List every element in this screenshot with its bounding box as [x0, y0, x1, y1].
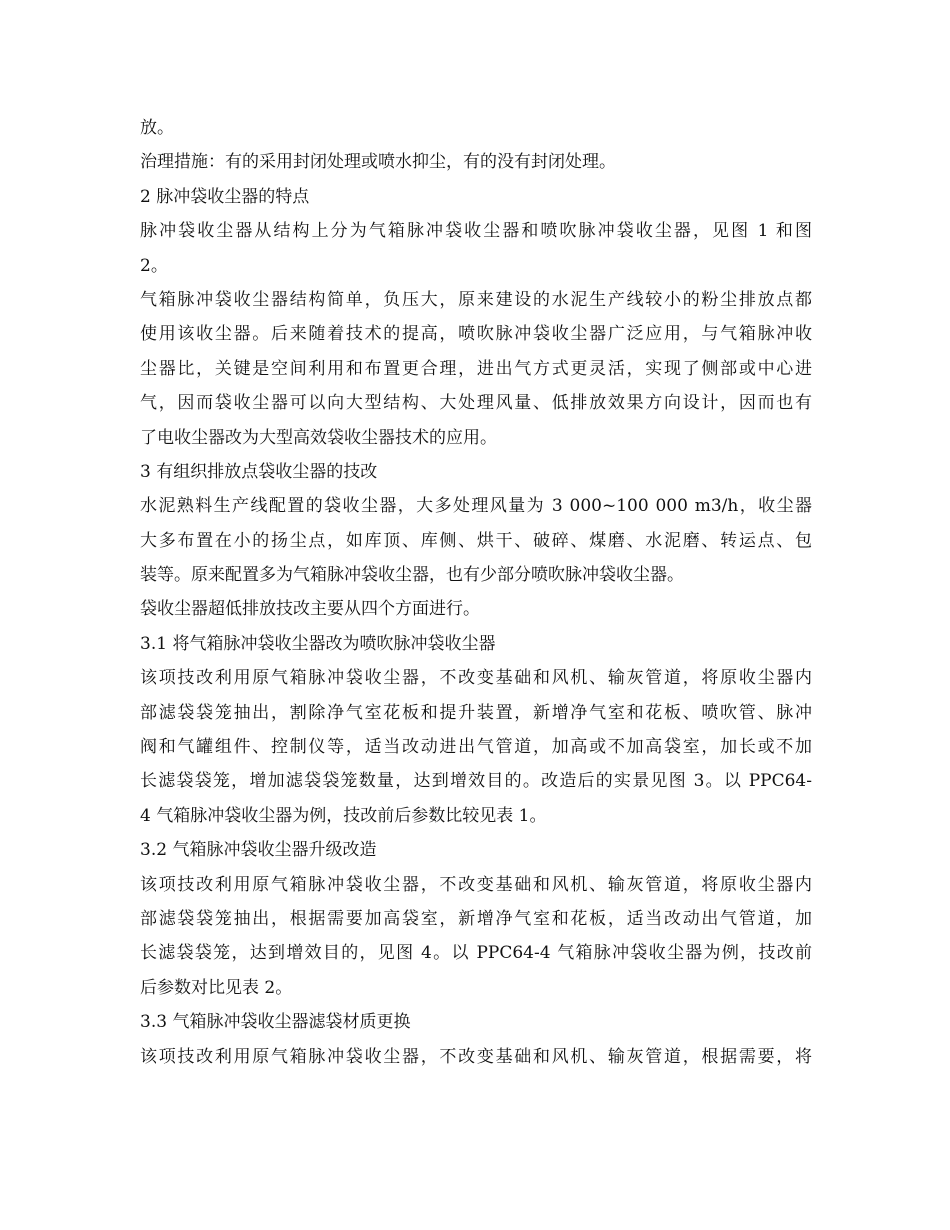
body-text-line: 长滤袋袋笼，达到增效目的，见图 4。以 PPC64-4 气箱脉冲袋收尘器为例，技改前 [140, 943, 812, 964]
body-text-line: 该项技改利用原气箱脉冲袋收尘器，不改变基础和风机、输灰管道，根据需要，将 [140, 1046, 812, 1067]
body-text-line: 脉冲袋收尘器从结构上分为气箱脉冲袋收尘器和喷吹脉冲袋收尘器，见图 1 和图 [140, 221, 812, 242]
body-text-line: 该项技改利用原气箱脉冲袋收尘器，不改变基础和风机、输灰管道，将原收尘器内 [140, 874, 812, 895]
subsection-heading: 3.3 气箱脉冲袋收尘器滤袋材质更换 [140, 1012, 411, 1033]
body-text-line: 2。 [140, 255, 168, 276]
body-text-line: 部滤袋袋笼抽出，根据需要加高袋室，新增净气室和花板，适当改动出气管道，加 [140, 908, 812, 929]
body-text-line: 治理措施：有的采用封闭处理或喷水抑尘，有的没有封闭处理。 [140, 152, 616, 173]
subsection-heading: 3.2 气箱脉冲袋收尘器升级改造 [140, 840, 377, 861]
body-text-line: 气，因而袋收尘器可以向大型结构、大处理风量、低排放效果方向设计，因而也有 [140, 393, 812, 414]
body-text-line: 该项技改利用原气箱脉冲袋收尘器，不改变基础和风机、输灰管道，将原收尘器内 [140, 668, 812, 689]
body-text-line: 尘器比，关键是空间利用和布置更合理，进出气方式更灵活，实现了侧部或中心进 [140, 358, 812, 379]
body-text-line: 袋收尘器超低排放技改主要从四个方面进行。 [140, 599, 480, 620]
body-text-line: 大多布置在小的扬尘点，如库顶、库侧、烘干、破碎、煤磨、水泥磨、转运点、包 [140, 530, 812, 551]
body-text-line: 后参数对比见表 2。 [140, 977, 293, 998]
document-body [140, 111, 812, 1074]
body-text-line: 水泥熟料生产线配置的袋收尘器，大多处理风量为 3 000~100 000 m3/h，收尘器 [140, 496, 812, 517]
section-heading: 3 有组织排放点袋收尘器的技改 [140, 461, 378, 482]
section-heading: 2 脉冲袋收尘器的特点 [140, 186, 310, 207]
body-text-line: 气箱脉冲袋收尘器结构简单，负压大，原来建设的水泥生产线较小的粉尘排放点都 [140, 289, 812, 310]
subsection-heading: 3.1 将气箱脉冲袋收尘器改为喷吹脉冲袋收尘器 [140, 633, 496, 654]
body-text-line: 部滤袋袋笼抽出，割除净气室花板和提升装置，新增净气室和花板、喷吹管、脉冲 [140, 702, 812, 723]
body-text-line: 了电收尘器改为大型高效袋收尘器技术的应用。 [140, 427, 497, 448]
body-text-line: 使用该收尘器。后来随着技术的提高，喷吹脉冲袋收尘器广泛应用，与气箱脉冲收 [140, 324, 812, 345]
body-text-line: 放。 [140, 118, 174, 138]
body-text-line: 装等。原来配置多为气箱脉冲袋收尘器，也有少部分喷吹脉冲袋收尘器。 [140, 565, 684, 586]
body-text-line: 阀和气罐组件、控制仪等，适当改动进出气管道，加高或不加高袋室，加长或不加 [140, 737, 812, 758]
body-text-line: 4 气箱脉冲袋收尘器为例，技改前后参数比较见表 1。 [140, 805, 547, 826]
body-text-line: 长滤袋袋笼，增加滤袋袋笼数量，达到增效目的。改造后的实景见图 3。以 PPC64- [140, 771, 812, 792]
